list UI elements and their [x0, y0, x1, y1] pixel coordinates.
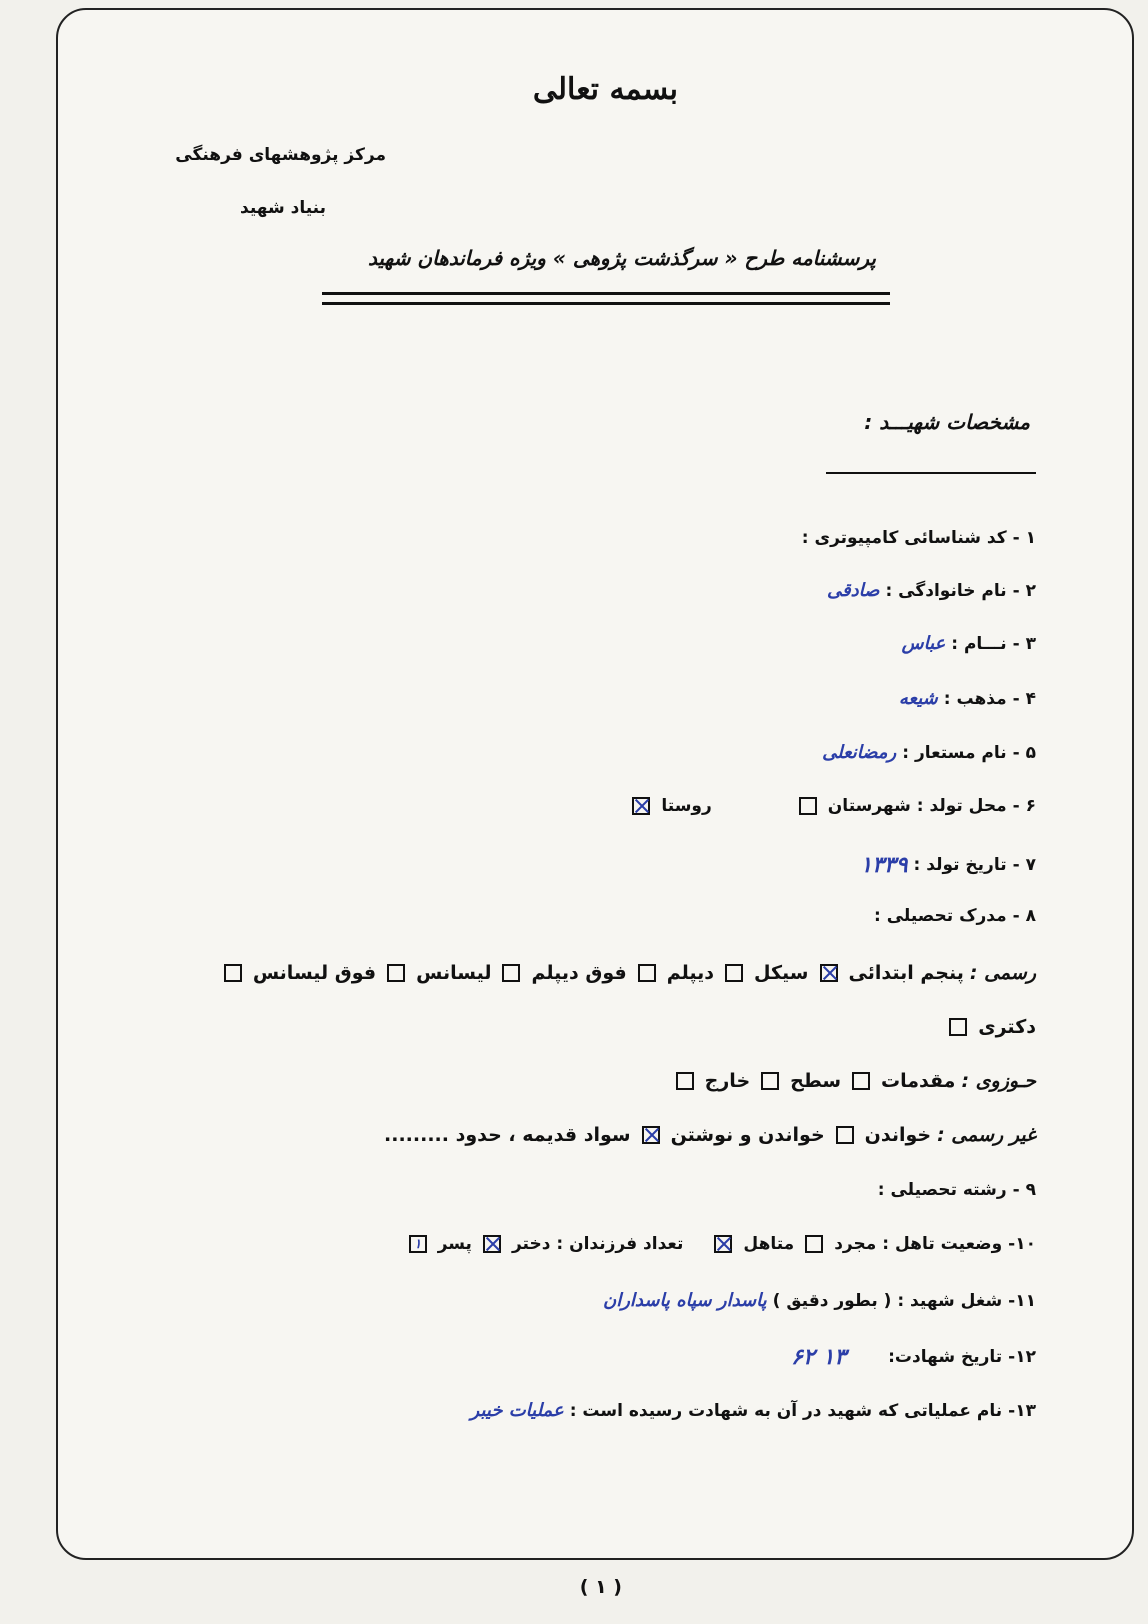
q5-number: ۵ - — [1012, 742, 1036, 763]
section-heading: مشخصات شهیـــد : — [864, 410, 1030, 434]
formal-option-3-checkbox[interactable] — [638, 964, 656, 982]
q11-answer[interactable]: پاسدار سپاه پاسداران — [603, 1290, 767, 1311]
informal-education-row — [384, 1124, 1036, 1146]
question-10 — [404, 1234, 1036, 1254]
q3-label: نـــام : — [951, 633, 1007, 654]
formal-option-6-checkbox[interactable] — [224, 964, 242, 982]
q11-number: ۱۱- — [1008, 1290, 1036, 1311]
q10-single: مجرد — [834, 1234, 877, 1254]
q6-number: ۶ - — [1012, 796, 1036, 816]
q8-label: مدرک تحصیلی : — [873, 906, 1007, 926]
seminary-option-3-checkbox[interactable] — [676, 1072, 694, 1090]
formal-option-3: دیپلم — [666, 962, 715, 984]
q12-answer[interactable]: ۱۳ ۶۲ — [791, 1344, 847, 1370]
formal-option-1: پنجم ابتدائی — [848, 962, 964, 984]
q11-label: شغل شهید : ( بطور دقیق ) — [772, 1290, 1003, 1311]
page-frame — [56, 8, 1134, 1560]
q8-number: ۸ - — [1012, 906, 1036, 926]
q12-label: تاریخ شهادت: — [888, 1347, 1003, 1367]
seminary-education-row — [671, 1070, 1036, 1092]
q4-answer[interactable]: شیعه — [898, 688, 938, 709]
doctorate-row — [944, 1016, 1036, 1038]
informal-tail: سواد قدیمه ، حدود ......... — [384, 1124, 631, 1146]
question-1 — [802, 528, 1036, 548]
formal-option-4: فوق دیپلم — [531, 962, 627, 984]
q5-label: نام مستعار : — [902, 742, 1007, 763]
q10-children-label: تعداد فرزندان : دختر — [511, 1234, 684, 1254]
q10-son-count: ۱ — [414, 1237, 422, 1252]
q9-number: ۹ - — [1012, 1180, 1036, 1200]
question-11 — [603, 1290, 1036, 1311]
title-underline-1 — [322, 292, 890, 295]
question-8 — [874, 906, 1036, 926]
formal-option-2-checkbox[interactable] — [725, 964, 743, 982]
seminary-option-2: سطح — [790, 1070, 842, 1092]
q4-number: ۴ - — [1012, 688, 1036, 709]
formal-education-row — [219, 962, 1036, 984]
q10-son-box[interactable] — [409, 1235, 427, 1253]
foundation-name: بنیاد شهید — [240, 198, 326, 218]
page-title: بسمه تعالی — [532, 72, 678, 107]
section-underline — [826, 472, 1036, 474]
q10-number: ۱۰- — [1008, 1234, 1036, 1254]
question-13 — [471, 1400, 1036, 1421]
question-7 — [860, 852, 1036, 878]
seminary-option-1: مقدمات — [881, 1070, 956, 1092]
q3-answer[interactable]: عباس — [901, 633, 946, 654]
question-2 — [827, 580, 1036, 601]
q2-answer[interactable]: صادقی — [827, 580, 880, 601]
q12-number: ۱۲- — [1008, 1347, 1036, 1367]
q10-married-checkbox[interactable] — [714, 1235, 732, 1253]
informal-option-2: خواندن و نوشتن — [670, 1124, 825, 1146]
question-6 — [627, 796, 1036, 816]
formal-label: رسمی : — [969, 962, 1036, 984]
q6-village-checkbox[interactable] — [632, 797, 650, 815]
page-number: ( ۱ ) — [579, 1576, 622, 1598]
formal-option-6: فوق لیسانس — [252, 962, 377, 984]
question-4 — [899, 688, 1036, 709]
question-5 — [822, 742, 1036, 763]
q10-married: متاهل — [743, 1234, 795, 1254]
q7-label: تاریخ تولد : — [913, 855, 1007, 875]
question-9 — [878, 1180, 1036, 1200]
q10-label: وضعیت تاهل : — [882, 1234, 1003, 1254]
formal-option-4-checkbox[interactable] — [502, 964, 520, 982]
doctorate-checkbox[interactable] — [949, 1018, 967, 1036]
q2-number: ۲ - — [1012, 580, 1036, 601]
q13-number: ۱۳- — [1008, 1400, 1036, 1421]
q9-label: رشته تحصیلی : — [877, 1180, 1007, 1200]
q4-label: مذهب : — [943, 688, 1007, 709]
formal-option-5: لیسانس — [416, 962, 492, 984]
formal-option-5-checkbox[interactable] — [387, 964, 405, 982]
seminary-option-2-checkbox[interactable] — [761, 1072, 779, 1090]
doctorate-label: دکتری — [978, 1016, 1036, 1038]
informal-option-1: خواندن — [864, 1124, 932, 1146]
q5-answer[interactable]: رمضانعلی — [822, 742, 897, 763]
q6-label: محل تولد : شهرستان — [827, 796, 1007, 816]
form-title: پرسشنامه طرح « سرگذشت پژوهی » ویژه فرماندهان شهید — [367, 246, 876, 270]
seminary-label: حـوزوی : — [961, 1070, 1036, 1092]
formal-option-1-checkbox[interactable] — [820, 964, 838, 982]
q10-daughter-box[interactable] — [483, 1235, 501, 1253]
title-underline-2 — [322, 302, 890, 305]
q10-son: پسر — [437, 1234, 472, 1254]
question-3 — [902, 633, 1036, 654]
q7-answer[interactable]: ۱۳۳۹ — [860, 852, 908, 878]
q13-answer[interactable]: عملیات خیبر — [470, 1400, 564, 1421]
q3-number: ۳ - — [1012, 633, 1036, 654]
informal-option-2-checkbox[interactable] — [642, 1126, 660, 1144]
q10-single-checkbox[interactable] — [805, 1235, 823, 1253]
q1-label: کد شناسائی کامپیوتری : — [801, 528, 1007, 548]
question-12 — [791, 1344, 1036, 1370]
informal-option-1-checkbox[interactable] — [836, 1126, 854, 1144]
formal-option-2: سیکل — [754, 962, 809, 984]
q6-city-checkbox[interactable] — [799, 797, 817, 815]
q6-village-label: روستا — [661, 796, 712, 816]
informal-label: غیر رسمی : — [937, 1124, 1036, 1146]
org-name: مرکز پژوهشهای فرهنگی — [175, 145, 386, 165]
seminary-option-3: خارج — [704, 1070, 751, 1092]
q7-number: ۷ - — [1012, 855, 1036, 875]
seminary-option-1-checkbox[interactable] — [852, 1072, 870, 1090]
q13-label: نام عملیاتی که شهید در آن به شهادت رسیده است : — [569, 1400, 1003, 1421]
q1-number: ۱ - — [1012, 528, 1036, 548]
q2-label: نام خانوادگی : — [885, 580, 1007, 601]
